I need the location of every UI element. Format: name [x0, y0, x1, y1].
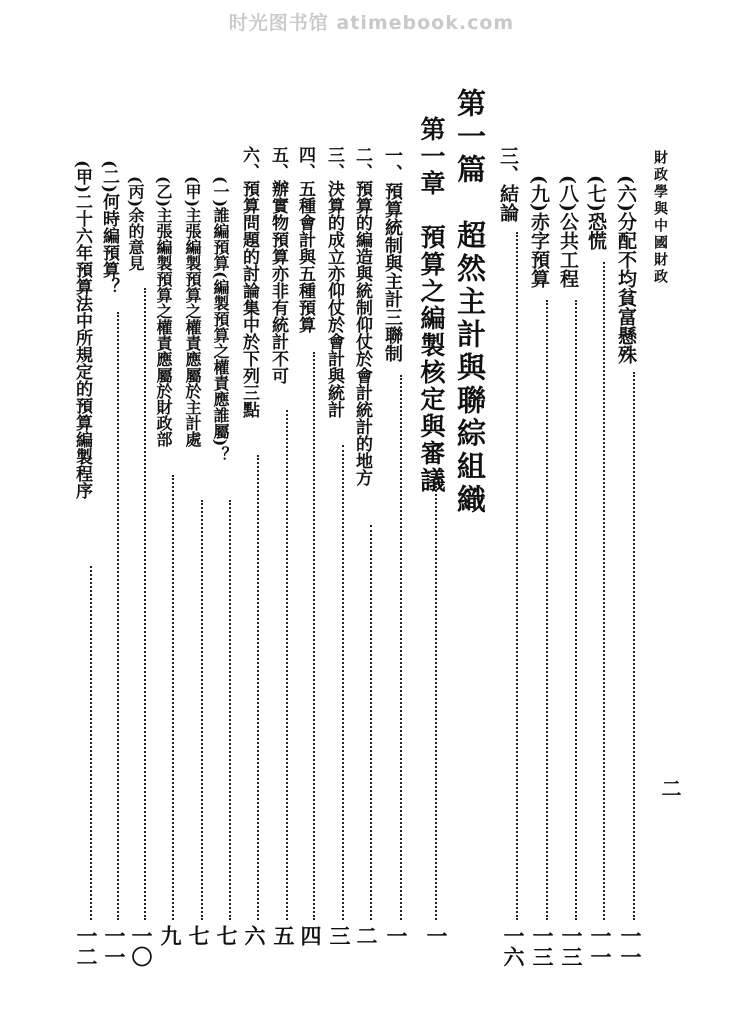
- toc-entry-page: 三: [327, 925, 352, 946]
- toc-leader: [603, 262, 605, 920]
- toc-entry-page: 一: [424, 925, 449, 946]
- toc-leader: [117, 312, 119, 920]
- part-title: 第一篇 超然主計與聯綜組織: [453, 88, 487, 517]
- toc-entry-page: 七: [214, 925, 239, 946]
- toc-leader: [229, 500, 231, 920]
- toc-entry-title: 五、辦實物預算亦非有統計不可: [268, 146, 288, 384]
- toc-leader: [201, 500, 203, 920]
- toc-leader: [313, 352, 315, 920]
- toc-leader: [342, 445, 344, 920]
- toc-leader: [516, 232, 518, 920]
- toc-entry-page: 四: [298, 925, 323, 946]
- toc-entry-page: 一一: [618, 925, 643, 967]
- toc-leader: [286, 410, 288, 920]
- toc-entry-page: 一一: [588, 925, 613, 967]
- watermark: 时光图书馆 atimebook.com: [228, 12, 515, 34]
- toc-entry-title: 六、預算問題的討論集中於下列三點: [239, 146, 259, 418]
- toc-entry-title: 三、決算的成立亦仰仗於會計與統計: [324, 146, 344, 418]
- toc-entry-title: (甲)主張編製預算之權責應屬於主計處: [183, 176, 202, 448]
- toc-entry-title: (丙)余的意見: [126, 176, 145, 272]
- toc-entry-title: (八)公共工程: [557, 175, 579, 288]
- chapter-title: 第一章 預算之編製核定與審議: [417, 116, 446, 494]
- toc-entry-page: 九: [158, 925, 183, 946]
- running-header: 財政學與中國財政: [652, 150, 668, 286]
- toc-entry-page: 一三: [559, 925, 584, 967]
- toc-entry-title: 一、預算統制與主計三聯制: [382, 146, 403, 362]
- toc-entry-page: 五: [271, 925, 296, 946]
- toc-entry-title: (一)誰編預算(編製預算之權責應誰屬)？: [211, 176, 230, 463]
- toc-entry-page: 一二: [74, 925, 99, 967]
- toc-entry-page: 六: [242, 925, 267, 946]
- toc-entry-title: (甲)二十六年預算法中所規定的預算編製程序: [72, 160, 92, 500]
- toc-entry-page: 一〇: [129, 925, 154, 967]
- toc-entry-page: 二: [354, 925, 379, 946]
- toc-entry-title: 三、結論: [497, 146, 519, 222]
- toc-entry-page: 七: [186, 925, 211, 946]
- toc-leader: [370, 525, 372, 920]
- toc-leader: [172, 475, 174, 920]
- toc-entry-page: 一一: [102, 925, 127, 967]
- toc-leader: [575, 300, 577, 920]
- toc-entry-title: 四、五種會計與五種預算: [295, 146, 315, 333]
- toc-entry-title: 二、預算的編造與統制仰仗於會計統計的地方: [352, 146, 372, 486]
- toc-entry-title: (乙)主張編製預算之權責應屬於財政部: [154, 176, 173, 448]
- toc-entry-title: (二)何時編預算？: [99, 160, 119, 296]
- toc-leader: [546, 300, 548, 920]
- toc-entry-title: (六)分配不均貧富懸殊: [615, 175, 637, 364]
- toc-leader: [257, 455, 259, 920]
- toc-leader: [90, 566, 92, 920]
- toc-leader: [633, 372, 635, 920]
- toc-entry-page: 一六: [501, 925, 526, 967]
- toc-entry-title: (七)恐慌: [585, 175, 607, 250]
- toc-leader: [435, 475, 437, 920]
- toc-entry-page: 一三: [530, 925, 555, 967]
- page-number: 二: [658, 778, 682, 798]
- toc-entry-title: (九)赤字預算: [528, 175, 550, 288]
- toc-leader: [400, 375, 402, 920]
- toc-entry-page: 一: [384, 925, 409, 946]
- toc-leader: [144, 288, 146, 920]
